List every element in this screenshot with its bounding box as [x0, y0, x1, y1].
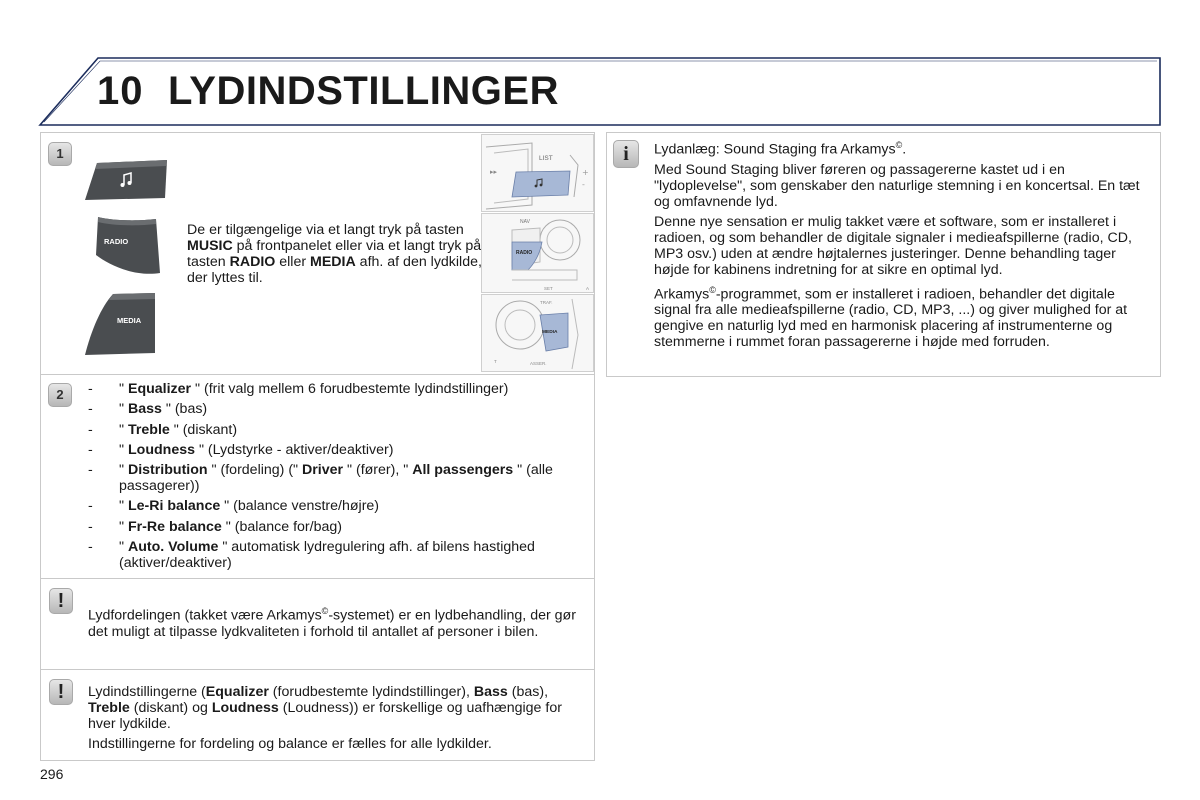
svg-text:T: T: [494, 359, 497, 364]
list-item-le-ri-balance: - " Le-Ri balance " (balance venstre/højre): [88, 498, 380, 515]
svg-text:TRAF.: TRAF.: [540, 300, 553, 305]
list-item-loudness: - " Loudness " (Lydstyrke - aktiver/deaktiver): [88, 441, 394, 458]
radio-button-image: [94, 215, 164, 277]
media-button-label: MEDIA: [117, 316, 142, 325]
chapter-title: LYDINDSTILLINGER: [168, 69, 559, 113]
step-1-badge: 1: [48, 142, 72, 166]
music-button-image: [83, 160, 169, 202]
svg-text:A: A: [586, 286, 590, 291]
list-item-bass: - " Bass " (bas): [88, 401, 208, 418]
sound-settings-list: [88, 381, 588, 575]
warning-text-shared-settings: Indstillingerne for fordeling og balance er fælles for alle lydkilder.: [88, 736, 492, 752]
warning-text-settings: Lydindstillingerne (Equalizer (forudbestemte lydindstillinger), Bass (bas), Treble (diskant) og Loudness (Loudness)) er forskellige og uafhængige for hver lydkilde. Indstillingerne for fordeling og balance er fælles for alle lydkilder.: [88, 684, 588, 756]
step-2-badge: 2: [48, 383, 72, 407]
svg-text:LIST: LIST: [539, 155, 553, 162]
svg-text:+: +: [582, 168, 589, 177]
svg-text:ASSER.: ASSER.: [530, 361, 547, 366]
warning-icon: !: [49, 679, 73, 705]
warning-box-distribution: [40, 578, 595, 670]
step-1-box: [40, 132, 595, 375]
front-panel-music-image: [481, 134, 594, 212]
step-2-box: [40, 374, 595, 579]
warning-text-distribution: Lydfordelingen (takket være Arkamys©-systemet) er en lydbehandling, der gør det muligt at tilpasse lydkvaliteten i forhold til antallet af personer i bilen.: [88, 606, 576, 640]
chapter-number: 10: [97, 69, 144, 113]
svg-text:NAV: NAV: [520, 219, 530, 225]
svg-text:MEDIA: MEDIA: [542, 330, 558, 335]
info-box-sound-staging: [606, 132, 1161, 377]
warning-icon: !: [49, 588, 73, 614]
svg-text:▸▸: ▸▸: [490, 168, 498, 176]
svg-text:SET: SET: [544, 286, 553, 291]
page-number: 296: [40, 766, 64, 782]
list-item-treble: - " Treble " (diskant): [88, 421, 238, 438]
svg-text:-: -: [582, 180, 585, 189]
list-item-auto-volume: - " Auto. Volume " automatisk lydregulering afh. af bilens hastighed (aktiver/deaktiver): [88, 539, 535, 572]
svg-text:RADIO: RADIO: [516, 250, 533, 256]
media-button-image: [83, 291, 161, 357]
list-item-equalizer: - " Equalizer " (frit valg mellem 6 forudbestemte lydindstillinger): [88, 381, 509, 397]
list-item-distribution: - " Distribution " (fordeling) (" Driver " (fører), " All passengers " (alle passagerer)): [88, 462, 553, 495]
front-panel-radio-image: [481, 213, 594, 293]
warning-box-settings: [40, 669, 595, 761]
front-panel-media-image: [481, 294, 594, 372]
list-item-fr-re-balance: - " Fr-Re balance " (balance for/bag): [88, 518, 342, 535]
info-icon: i: [613, 140, 639, 168]
info-text: Lydanlæg: Sound Staging fra Arkamys©. Med Sound Staging bliver føreren og passagererne kastet ud i en "lydoplevelse", som genskaber den naturlige stemning i en koncertsal. En tæt og omfavnende lyd. Denne nye sensation er mulig takket være et software, som er installeret i radioen, og som behandler de digitale signaler i medieafspillerne (radio, CD, MP3 osv.) uden at ændre højtalernes justeringer. Denne behandling tager højde for kabinens indretning for at sikre en optimal lyd. Arkamys©-programmet, som er installeret i radioen, behandler det digitale signal fra alle medieafspillerne (radio, CD, MP3, ...) og giver mulighed for at gengive en naturlig lyd med en harmonisk placering af instrumenterne og stemmerne i rummet foran passagererne i højde med forruden.: [654, 140, 1140, 351]
radio-button-label: RADIO: [104, 237, 129, 246]
access-description: De er tilgængelige via et langt tryk på tasten MUSIC på frontpanelet eller via et langt tryk på tasten RADIO eller MEDIA afh. af den lydkilde, der lyttes til.: [187, 222, 482, 286]
